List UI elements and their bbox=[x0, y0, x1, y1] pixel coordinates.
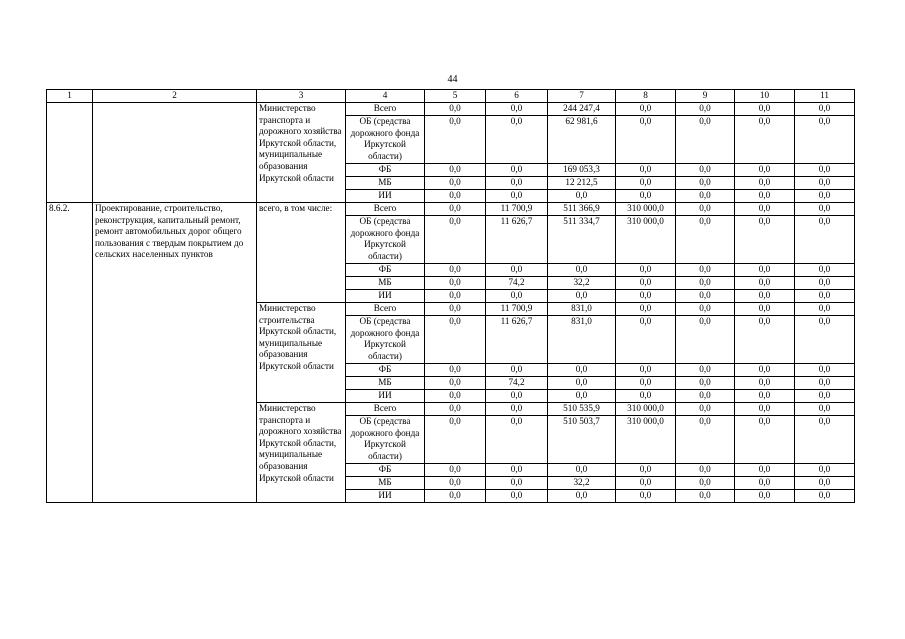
value-cell: 511 366,9 bbox=[548, 203, 616, 216]
value-cell: 11 626,7 bbox=[486, 316, 548, 364]
funding-source-cell: МБ bbox=[346, 177, 425, 190]
value-cell: 510 503,7 bbox=[548, 416, 616, 464]
value-cell: 0,0 bbox=[676, 264, 735, 277]
value-cell: 0,0 bbox=[676, 164, 735, 177]
value-cell: 0,0 bbox=[735, 477, 795, 490]
value-cell: 74,2 bbox=[486, 377, 548, 390]
value-cell: 310 000,0 bbox=[616, 203, 676, 216]
value-cell: 0,0 bbox=[795, 116, 855, 164]
value-cell: 0,0 bbox=[425, 364, 486, 377]
value-cell: 0,0 bbox=[425, 264, 486, 277]
value-cell: 0,0 bbox=[735, 116, 795, 164]
value-cell: 0,0 bbox=[795, 490, 855, 503]
value-cell: 0,0 bbox=[795, 390, 855, 403]
column-header: 1 bbox=[47, 90, 93, 103]
value-cell: 0,0 bbox=[676, 190, 735, 203]
value-cell: 0,0 bbox=[425, 303, 486, 316]
value-cell: 32,2 bbox=[548, 277, 616, 290]
value-cell: 0,0 bbox=[548, 364, 616, 377]
value-cell: 0,0 bbox=[735, 203, 795, 216]
value-cell: 0,0 bbox=[735, 390, 795, 403]
value-cell: 0,0 bbox=[425, 177, 486, 190]
value-cell: 0,0 bbox=[425, 216, 486, 264]
value-cell: 74,2 bbox=[486, 277, 548, 290]
value-cell: 0,0 bbox=[486, 403, 548, 416]
header-row bbox=[47, 90, 855, 103]
executor-cell: Министерство транспорта и дорожного хозяйства Иркутской области, муниципальные образования Иркутской области bbox=[257, 103, 346, 203]
value-cell: 0,0 bbox=[735, 364, 795, 377]
value-cell: 310 000,0 bbox=[616, 216, 676, 264]
value-cell: 0,0 bbox=[548, 377, 616, 390]
value-cell: 0,0 bbox=[795, 464, 855, 477]
item-number-cell bbox=[47, 103, 93, 203]
value-cell: 0,0 bbox=[616, 264, 676, 277]
value-cell: 0,0 bbox=[735, 416, 795, 464]
value-cell: 0,0 bbox=[735, 377, 795, 390]
value-cell: 0,0 bbox=[795, 416, 855, 464]
value-cell: 0,0 bbox=[795, 403, 855, 416]
value-cell: 0,0 bbox=[425, 277, 486, 290]
value-cell: 0,0 bbox=[616, 316, 676, 364]
value-cell: 0,0 bbox=[795, 290, 855, 303]
column-header: 3 bbox=[257, 90, 346, 103]
value-cell: 0,0 bbox=[795, 264, 855, 277]
value-cell: 0,0 bbox=[425, 316, 486, 364]
value-cell: 0,0 bbox=[616, 116, 676, 164]
value-cell: 0,0 bbox=[616, 290, 676, 303]
funding-source-cell: Всего bbox=[346, 403, 425, 416]
value-cell: 0,0 bbox=[425, 464, 486, 477]
value-cell: 0,0 bbox=[616, 303, 676, 316]
value-cell: 0,0 bbox=[486, 490, 548, 503]
value-cell: 0,0 bbox=[676, 303, 735, 316]
funding-source-cell: МБ bbox=[346, 277, 425, 290]
column-header: 11 bbox=[795, 90, 855, 103]
executor-cell: Министерство транспорта и дорожного хозяйства Иркутской области, муниципальные образования Иркутской области bbox=[257, 403, 346, 503]
column-header: 5 bbox=[425, 90, 486, 103]
value-cell: 0,0 bbox=[795, 377, 855, 390]
table-body bbox=[47, 90, 855, 503]
column-header: 9 bbox=[676, 90, 735, 103]
funding-source-cell: Всего bbox=[346, 303, 425, 316]
column-header: 6 bbox=[486, 90, 548, 103]
value-cell: 0,0 bbox=[676, 203, 735, 216]
value-cell: 0,0 bbox=[548, 464, 616, 477]
value-cell: 0,0 bbox=[616, 164, 676, 177]
value-cell: 0,0 bbox=[486, 116, 548, 164]
value-cell: 0,0 bbox=[735, 277, 795, 290]
value-cell: 0,0 bbox=[616, 464, 676, 477]
value-cell: 0,0 bbox=[616, 364, 676, 377]
value-cell: 310 000,0 bbox=[616, 416, 676, 464]
value-cell: 0,0 bbox=[425, 164, 486, 177]
column-header: 4 bbox=[346, 90, 425, 103]
value-cell: 0,0 bbox=[676, 477, 735, 490]
value-cell: 0,0 bbox=[486, 464, 548, 477]
value-cell: 0,0 bbox=[676, 290, 735, 303]
value-cell: 11 700,9 bbox=[486, 303, 548, 316]
funding-source-cell: ОБ (средства дорожного фонда Иркутской области) bbox=[346, 416, 425, 464]
value-cell: 0,0 bbox=[425, 477, 486, 490]
value-cell: 0,0 bbox=[425, 490, 486, 503]
funding-source-cell: ИИ bbox=[346, 390, 425, 403]
value-cell: 0,0 bbox=[425, 103, 486, 116]
value-cell: 0,0 bbox=[795, 277, 855, 290]
value-cell: 0,0 bbox=[425, 416, 486, 464]
value-cell: 62 981,6 bbox=[548, 116, 616, 164]
value-cell: 12 212,5 bbox=[548, 177, 616, 190]
value-cell: 0,0 bbox=[548, 264, 616, 277]
value-cell: 0,0 bbox=[735, 103, 795, 116]
value-cell: 0,0 bbox=[735, 216, 795, 264]
funding-source-cell: Всего bbox=[346, 203, 425, 216]
value-cell: 0,0 bbox=[486, 290, 548, 303]
value-cell: 0,0 bbox=[616, 377, 676, 390]
value-cell: 0,0 bbox=[676, 490, 735, 503]
value-cell: 0,0 bbox=[676, 316, 735, 364]
value-cell: 0,0 bbox=[425, 377, 486, 390]
value-cell: 0,0 bbox=[735, 164, 795, 177]
value-cell: 0,0 bbox=[676, 390, 735, 403]
column-header: 10 bbox=[735, 90, 795, 103]
value-cell: 0,0 bbox=[795, 164, 855, 177]
value-cell: 0,0 bbox=[548, 290, 616, 303]
funding-source-cell: МБ bbox=[346, 377, 425, 390]
table-row bbox=[47, 203, 855, 216]
value-cell: 0,0 bbox=[735, 303, 795, 316]
value-cell: 511 334,7 bbox=[548, 216, 616, 264]
value-cell: 0,0 bbox=[676, 377, 735, 390]
funding-source-cell: ФБ bbox=[346, 264, 425, 277]
value-cell: 0,0 bbox=[795, 177, 855, 190]
value-cell: 0,0 bbox=[795, 303, 855, 316]
value-cell: 0,0 bbox=[486, 477, 548, 490]
value-cell: 0,0 bbox=[486, 103, 548, 116]
value-cell: 0,0 bbox=[486, 264, 548, 277]
value-cell: 0,0 bbox=[676, 103, 735, 116]
value-cell: 0,0 bbox=[795, 477, 855, 490]
value-cell: 510 535,9 bbox=[548, 403, 616, 416]
value-cell: 0,0 bbox=[735, 190, 795, 203]
value-cell: 0,0 bbox=[486, 416, 548, 464]
funding-source-cell: ОБ (средства дорожного фонда Иркутской области) bbox=[346, 216, 425, 264]
value-cell: 0,0 bbox=[616, 390, 676, 403]
value-cell: 0,0 bbox=[795, 316, 855, 364]
item-number-cell: 8.6.2. bbox=[47, 203, 93, 503]
value-cell: 0,0 bbox=[676, 416, 735, 464]
value-cell: 0,0 bbox=[795, 190, 855, 203]
funding-source-cell: МБ bbox=[346, 477, 425, 490]
funding-source-cell: ИИ bbox=[346, 290, 425, 303]
value-cell: 0,0 bbox=[735, 290, 795, 303]
value-cell: 0,0 bbox=[486, 164, 548, 177]
value-cell: 0,0 bbox=[676, 364, 735, 377]
executor-cell: всего, в том числе: bbox=[257, 203, 346, 303]
value-cell: 0,0 bbox=[735, 316, 795, 364]
value-cell: 831,0 bbox=[548, 303, 616, 316]
value-cell: 0,0 bbox=[735, 490, 795, 503]
funding-source-cell: ОБ (средства дорожного фонда Иркутской области) bbox=[346, 316, 425, 364]
value-cell: 0,0 bbox=[795, 103, 855, 116]
value-cell: 310 000,0 bbox=[616, 403, 676, 416]
value-cell: 0,0 bbox=[548, 390, 616, 403]
value-cell: 0,0 bbox=[548, 490, 616, 503]
value-cell: 0,0 bbox=[735, 264, 795, 277]
value-cell: 0,0 bbox=[616, 103, 676, 116]
value-cell: 0,0 bbox=[676, 464, 735, 477]
funding-source-cell: ФБ bbox=[346, 464, 425, 477]
funding-source-cell: Всего bbox=[346, 103, 425, 116]
value-cell: 0,0 bbox=[795, 364, 855, 377]
item-name-cell: Проектирование, строительство, реконструкция, капитальный ремонт, ремонт автомобильных дорог общего пользования с твердым покрытием до сельских населенных пунктов bbox=[93, 203, 257, 503]
funding-source-cell: ИИ bbox=[346, 490, 425, 503]
value-cell: 0,0 bbox=[486, 177, 548, 190]
column-header: 7 bbox=[548, 90, 616, 103]
value-cell: 0,0 bbox=[735, 177, 795, 190]
value-cell: 0,0 bbox=[616, 177, 676, 190]
value-cell: 0,0 bbox=[425, 190, 486, 203]
item-name-cell bbox=[93, 103, 257, 203]
value-cell: 0,0 bbox=[425, 390, 486, 403]
value-cell: 11 626,7 bbox=[486, 216, 548, 264]
column-header: 8 bbox=[616, 90, 676, 103]
value-cell: 169 053,3 bbox=[548, 164, 616, 177]
column-header: 2 bbox=[93, 90, 257, 103]
value-cell: 0,0 bbox=[486, 390, 548, 403]
value-cell: 0,0 bbox=[735, 464, 795, 477]
value-cell: 0,0 bbox=[425, 290, 486, 303]
value-cell: 11 700,9 bbox=[486, 203, 548, 216]
table-row bbox=[47, 103, 855, 116]
value-cell: 0,0 bbox=[735, 403, 795, 416]
value-cell: 0,0 bbox=[676, 277, 735, 290]
value-cell: 831,0 bbox=[548, 316, 616, 364]
value-cell: 0,0 bbox=[425, 203, 486, 216]
value-cell: 244 247,4 bbox=[548, 103, 616, 116]
value-cell: 0,0 bbox=[676, 216, 735, 264]
value-cell: 0,0 bbox=[676, 116, 735, 164]
page-number: 44 bbox=[447, 74, 458, 85]
value-cell: 0,0 bbox=[425, 403, 486, 416]
value-cell: 0,0 bbox=[616, 477, 676, 490]
funding-source-cell: ФБ bbox=[346, 164, 425, 177]
executor-cell: Министерство строительства Иркутской области, муниципальные образования Иркутской области bbox=[257, 303, 346, 403]
value-cell: 0,0 bbox=[795, 216, 855, 264]
value-cell: 0,0 bbox=[616, 490, 676, 503]
value-cell: 32,2 bbox=[548, 477, 616, 490]
funding-table bbox=[46, 89, 855, 503]
value-cell: 0,0 bbox=[486, 364, 548, 377]
funding-source-cell: ИИ bbox=[346, 190, 425, 203]
funding-source-cell: ОБ (средства дорожного фонда Иркутской области) bbox=[346, 116, 425, 164]
value-cell: 0,0 bbox=[676, 403, 735, 416]
value-cell: 0,0 bbox=[548, 190, 616, 203]
value-cell: 0,0 bbox=[616, 277, 676, 290]
value-cell: 0,0 bbox=[486, 190, 548, 203]
value-cell: 0,0 bbox=[616, 190, 676, 203]
value-cell: 0,0 bbox=[425, 116, 486, 164]
value-cell: 0,0 bbox=[795, 203, 855, 216]
value-cell: 0,0 bbox=[676, 177, 735, 190]
funding-source-cell: ФБ bbox=[346, 364, 425, 377]
